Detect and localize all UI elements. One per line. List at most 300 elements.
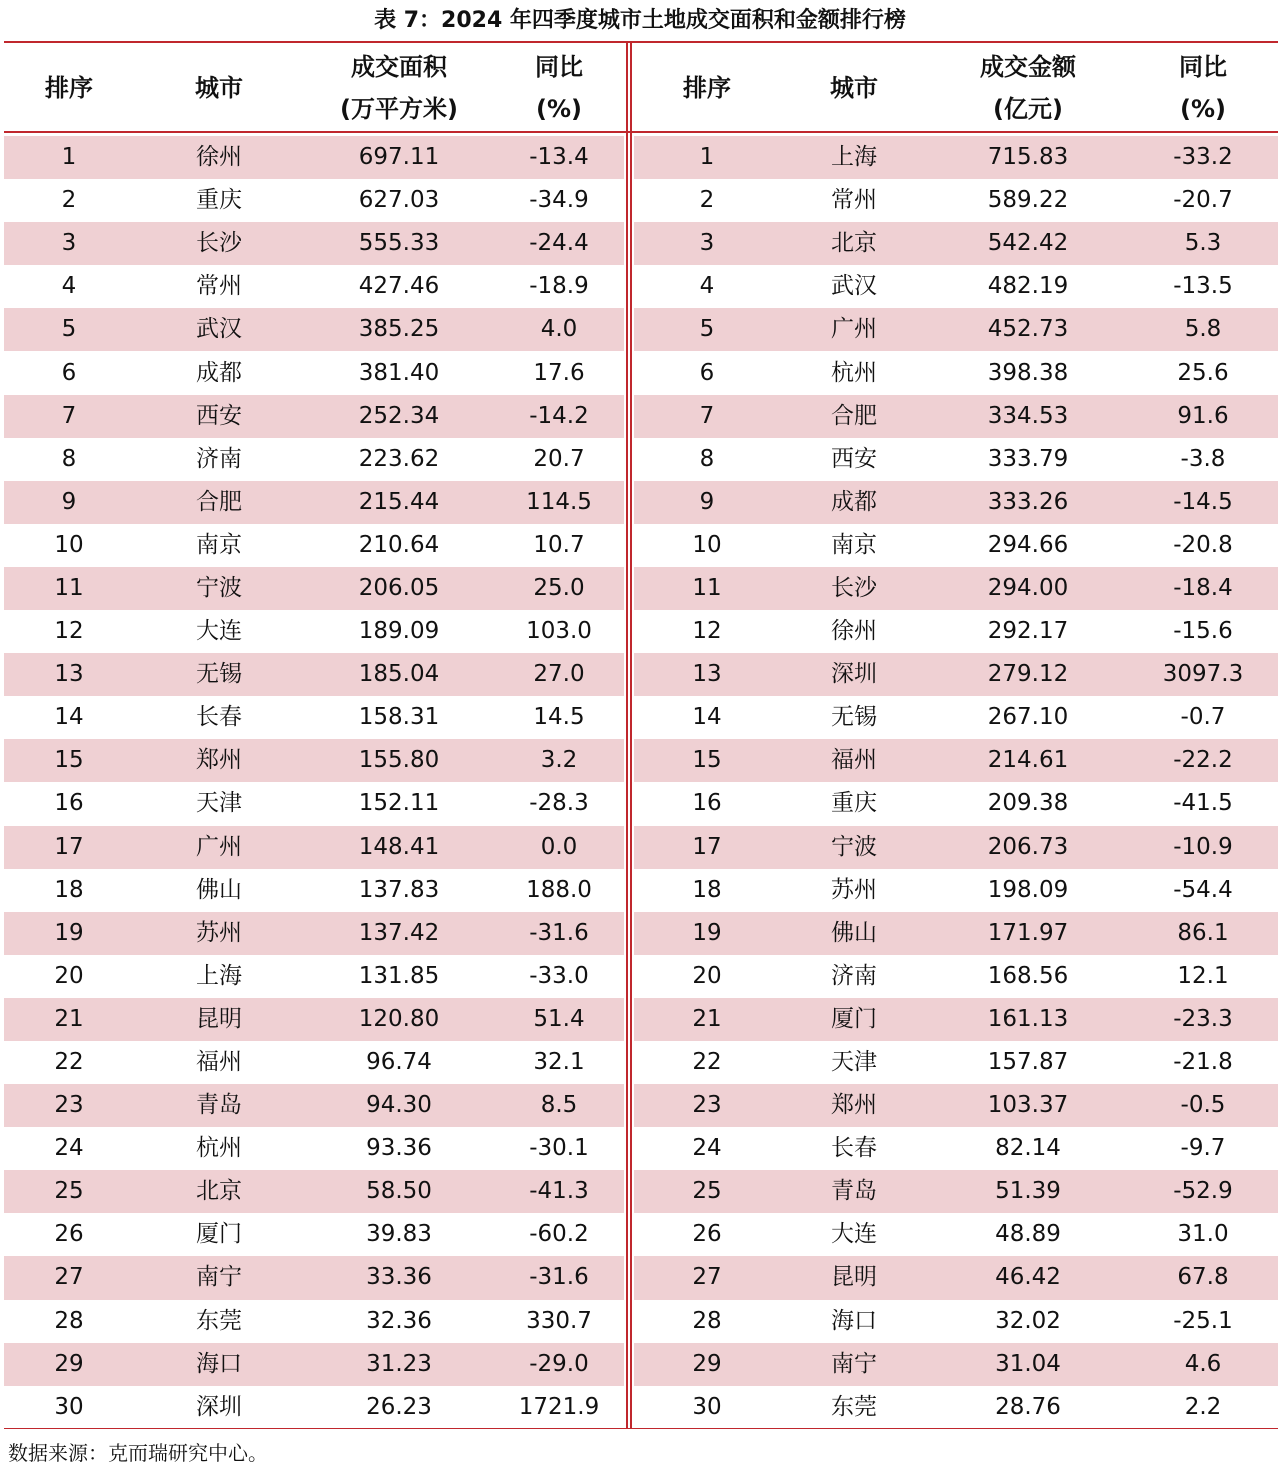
value-cell: 33.36 bbox=[366, 1264, 432, 1291]
city-cell: 上海 bbox=[196, 962, 242, 989]
header-rank: 排序 bbox=[683, 74, 731, 102]
yoy-cell: -41.3 bbox=[529, 1178, 589, 1205]
value-cell: 58.50 bbox=[366, 1178, 432, 1205]
rank-cell: 13 bbox=[54, 661, 84, 688]
yoy-cell: 1721.9 bbox=[518, 1393, 600, 1420]
value-cell: 223.62 bbox=[358, 445, 440, 472]
yoy-cell: -28.3 bbox=[529, 790, 589, 817]
value-cell: 189.09 bbox=[358, 618, 440, 645]
value-cell: 48.89 bbox=[995, 1221, 1061, 1248]
city-cell: 昆明 bbox=[196, 1005, 242, 1032]
city-cell: 长沙 bbox=[196, 230, 242, 257]
source-note: 数据来源：克而瑞研究中心。 bbox=[8, 1441, 268, 1465]
yoy-cell: -22.2 bbox=[1173, 747, 1233, 774]
yoy-cell: 27.0 bbox=[533, 661, 585, 688]
table-row bbox=[634, 351, 1278, 394]
value-cell: 209.38 bbox=[987, 790, 1069, 817]
table-row bbox=[4, 265, 624, 308]
city-cell: 徐州 bbox=[831, 618, 877, 645]
city-cell: 海口 bbox=[831, 1307, 877, 1334]
city-cell: 长沙 bbox=[831, 574, 877, 601]
header-rule bbox=[4, 131, 1278, 133]
city-cell: 苏州 bbox=[831, 876, 877, 903]
rank-cell: 27 bbox=[54, 1264, 84, 1291]
table-row bbox=[634, 1084, 1278, 1127]
rank-cell: 3 bbox=[61, 230, 77, 257]
rank-cell: 8 bbox=[61, 445, 77, 472]
value-cell: 214.61 bbox=[987, 747, 1069, 774]
yoy-cell: -31.6 bbox=[529, 1264, 589, 1291]
table-title: 表 7：2024 年四季度城市土地成交面积和金额排行榜 bbox=[374, 8, 906, 33]
rank-cell: 27 bbox=[692, 1264, 722, 1291]
table-row bbox=[4, 1127, 624, 1170]
yoy-cell: 188.0 bbox=[526, 876, 592, 903]
rank-cell: 19 bbox=[692, 919, 722, 946]
value-cell: 555.33 bbox=[358, 230, 440, 257]
city-cell: 长春 bbox=[831, 1135, 877, 1162]
table-header bbox=[4, 45, 624, 131]
city-cell: 厦门 bbox=[831, 1005, 877, 1032]
rank-cell: 30 bbox=[692, 1393, 722, 1420]
city-cell: 济南 bbox=[196, 445, 242, 472]
table-row bbox=[634, 1343, 1278, 1386]
table-row bbox=[4, 610, 624, 653]
table-row bbox=[4, 1084, 624, 1127]
table-row bbox=[4, 869, 624, 912]
value-cell: 542.42 bbox=[987, 230, 1069, 257]
table-row bbox=[4, 1170, 624, 1213]
value-cell: 279.12 bbox=[987, 661, 1069, 688]
yoy-cell: 51.4 bbox=[533, 1005, 585, 1032]
value-cell: 210.64 bbox=[358, 531, 440, 558]
table-row bbox=[4, 1343, 624, 1386]
table-row bbox=[4, 395, 624, 438]
value-cell: 32.36 bbox=[366, 1307, 432, 1334]
rank-cell: 30 bbox=[54, 1393, 84, 1420]
table-row bbox=[4, 1300, 624, 1343]
value-cell: 155.80 bbox=[358, 747, 440, 774]
rank-cell: 26 bbox=[692, 1221, 722, 1248]
rank-cell: 24 bbox=[692, 1135, 722, 1162]
table-row bbox=[634, 265, 1278, 308]
value-cell: 627.03 bbox=[358, 187, 440, 214]
rank-cell: 26 bbox=[54, 1221, 84, 1248]
yoy-cell: 330.7 bbox=[526, 1307, 592, 1334]
table-row bbox=[4, 1386, 624, 1429]
value-cell: 185.04 bbox=[358, 661, 440, 688]
value-cell: 39.83 bbox=[366, 1221, 432, 1248]
yoy-cell: -20.8 bbox=[1173, 531, 1233, 558]
yoy-cell: 12.1 bbox=[1177, 962, 1229, 989]
value-cell: 32.02 bbox=[995, 1307, 1061, 1334]
rank-cell: 12 bbox=[54, 618, 84, 645]
city-cell: 海口 bbox=[196, 1350, 242, 1377]
value-cell: 152.11 bbox=[358, 790, 440, 817]
rank-cell: 7 bbox=[699, 402, 715, 429]
table-row bbox=[634, 653, 1278, 696]
city-cell: 无锡 bbox=[196, 661, 242, 688]
city-cell: 郑州 bbox=[831, 1092, 877, 1119]
city-cell: 武汉 bbox=[831, 273, 877, 300]
rank-cell: 18 bbox=[692, 876, 722, 903]
city-cell: 武汉 bbox=[196, 316, 242, 343]
header-city: 城市 bbox=[830, 74, 878, 102]
city-cell: 深圳 bbox=[196, 1393, 242, 1420]
rank-cell: 10 bbox=[692, 531, 722, 558]
city-cell: 大连 bbox=[831, 1221, 877, 1248]
rank-cell: 20 bbox=[692, 962, 722, 989]
rank-cell: 9 bbox=[61, 488, 77, 515]
header-yoy: 同比 (%) bbox=[1179, 53, 1227, 123]
center-divider bbox=[626, 43, 628, 1429]
rank-cell: 24 bbox=[54, 1135, 84, 1162]
yoy-cell: -15.6 bbox=[1173, 618, 1233, 645]
yoy-cell: -29.0 bbox=[529, 1350, 589, 1377]
yoy-cell: 2.2 bbox=[1184, 1393, 1222, 1420]
value-cell: 158.31 bbox=[358, 704, 440, 731]
yoy-cell: -13.4 bbox=[529, 144, 589, 171]
city-cell: 宁波 bbox=[831, 833, 877, 860]
yoy-cell: 31.0 bbox=[1177, 1221, 1229, 1248]
rank-cell: 29 bbox=[692, 1350, 722, 1377]
city-cell: 厦门 bbox=[196, 1221, 242, 1248]
table-row bbox=[4, 912, 624, 955]
rank-cell: 18 bbox=[54, 876, 84, 903]
yoy-cell: -30.1 bbox=[529, 1135, 589, 1162]
table-row bbox=[634, 739, 1278, 782]
yoy-cell: 86.1 bbox=[1177, 919, 1229, 946]
value-cell: 292.17 bbox=[987, 618, 1069, 645]
value-cell: 28.76 bbox=[995, 1393, 1061, 1420]
table-row bbox=[4, 653, 624, 696]
table-row bbox=[4, 438, 624, 481]
city-cell: 合肥 bbox=[196, 488, 242, 515]
yoy-cell: -14.2 bbox=[529, 402, 589, 429]
value-cell: 93.36 bbox=[366, 1135, 432, 1162]
table-row bbox=[634, 955, 1278, 998]
yoy-cell: 0.0 bbox=[540, 833, 578, 860]
rank-cell: 7 bbox=[61, 402, 77, 429]
value-cell: 452.73 bbox=[987, 316, 1069, 343]
value-cell: 168.56 bbox=[987, 962, 1069, 989]
yoy-cell: -33.0 bbox=[529, 962, 589, 989]
table-row bbox=[634, 179, 1278, 222]
header-rank: 排序 bbox=[45, 74, 93, 102]
table-row bbox=[4, 998, 624, 1041]
yoy-cell: 114.5 bbox=[526, 488, 592, 515]
table-row bbox=[634, 869, 1278, 912]
rank-cell: 28 bbox=[54, 1307, 84, 1334]
rank-cell: 11 bbox=[54, 574, 84, 601]
city-cell: 福州 bbox=[196, 1049, 242, 1076]
yoy-cell: -24.4 bbox=[529, 230, 589, 257]
city-cell: 成都 bbox=[831, 488, 877, 515]
table-row bbox=[634, 782, 1278, 825]
yoy-cell: -31.6 bbox=[529, 919, 589, 946]
rank-cell: 22 bbox=[692, 1049, 722, 1076]
rank-cell: 13 bbox=[692, 661, 722, 688]
table-row bbox=[634, 696, 1278, 739]
city-cell: 青岛 bbox=[196, 1092, 242, 1119]
yoy-cell: -10.9 bbox=[1173, 833, 1233, 860]
table-row bbox=[634, 1213, 1278, 1256]
yoy-cell: -54.4 bbox=[1173, 876, 1233, 903]
value-cell: 131.85 bbox=[358, 962, 440, 989]
city-cell: 佛山 bbox=[196, 876, 242, 903]
yoy-cell: 8.5 bbox=[540, 1092, 578, 1119]
rank-cell: 14 bbox=[54, 704, 84, 731]
header-yoy: 同比 (%) bbox=[535, 53, 583, 123]
table-header bbox=[634, 45, 1278, 131]
yoy-cell: -60.2 bbox=[529, 1221, 589, 1248]
city-cell: 常州 bbox=[196, 273, 242, 300]
table-row bbox=[4, 136, 624, 179]
table-row bbox=[634, 524, 1278, 567]
city-cell: 上海 bbox=[831, 144, 877, 171]
city-cell: 无锡 bbox=[831, 704, 877, 731]
yoy-cell: 25.0 bbox=[533, 574, 585, 601]
value-cell: 381.40 bbox=[358, 359, 440, 386]
table-row bbox=[4, 524, 624, 567]
value-cell: 120.80 bbox=[358, 1005, 440, 1032]
value-cell: 31.23 bbox=[366, 1350, 432, 1377]
city-cell: 南宁 bbox=[831, 1350, 877, 1377]
table-row bbox=[634, 998, 1278, 1041]
yoy-cell: 20.7 bbox=[533, 445, 585, 472]
header-amount: 成交金额 (亿元) bbox=[980, 53, 1076, 123]
table-row bbox=[4, 696, 624, 739]
city-cell: 北京 bbox=[196, 1178, 242, 1205]
rank-cell: 22 bbox=[54, 1049, 84, 1076]
value-cell: 171.97 bbox=[987, 919, 1069, 946]
value-cell: 161.13 bbox=[987, 1005, 1069, 1032]
table-row bbox=[634, 136, 1278, 179]
rank-cell: 2 bbox=[699, 187, 715, 214]
rank-cell: 2 bbox=[61, 187, 77, 214]
value-cell: 94.30 bbox=[366, 1092, 432, 1119]
value-cell: 96.74 bbox=[366, 1049, 432, 1076]
rank-cell: 19 bbox=[54, 919, 84, 946]
rank-cell: 12 bbox=[692, 618, 722, 645]
value-cell: 697.11 bbox=[358, 144, 440, 171]
value-cell: 385.25 bbox=[358, 316, 440, 343]
rank-cell: 1 bbox=[699, 144, 715, 171]
table-body bbox=[634, 136, 1278, 1429]
table-row bbox=[4, 222, 624, 265]
rank-cell: 29 bbox=[54, 1350, 84, 1377]
table-row bbox=[4, 955, 624, 998]
city-cell: 深圳 bbox=[831, 661, 877, 688]
yoy-cell: -0.7 bbox=[1180, 704, 1226, 731]
value-cell: 137.83 bbox=[358, 876, 440, 903]
value-cell: 334.53 bbox=[987, 402, 1069, 429]
yoy-cell: 3097.3 bbox=[1162, 661, 1244, 688]
city-cell: 郑州 bbox=[196, 747, 242, 774]
header-area: 成交面积 (万平方米) bbox=[340, 53, 458, 123]
yoy-cell: 17.6 bbox=[533, 359, 585, 386]
rank-cell: 5 bbox=[61, 316, 77, 343]
yoy-cell: -52.9 bbox=[1173, 1178, 1233, 1205]
yoy-cell: 67.8 bbox=[1177, 1264, 1229, 1291]
value-cell: 51.39 bbox=[995, 1178, 1061, 1205]
yoy-cell: 10.7 bbox=[533, 531, 585, 558]
value-cell: 46.42 bbox=[995, 1264, 1061, 1291]
yoy-cell: -21.8 bbox=[1173, 1049, 1233, 1076]
amount-ranking-table bbox=[634, 45, 1278, 1420]
rank-cell: 21 bbox=[692, 1005, 722, 1032]
rank-cell: 16 bbox=[692, 790, 722, 817]
yoy-cell: 5.8 bbox=[1184, 316, 1222, 343]
yoy-cell: -23.3 bbox=[1173, 1005, 1233, 1032]
yoy-cell: -41.5 bbox=[1173, 790, 1233, 817]
rank-cell: 17 bbox=[692, 833, 722, 860]
rank-cell: 28 bbox=[692, 1307, 722, 1334]
value-cell: 427.46 bbox=[358, 273, 440, 300]
table-row bbox=[634, 1041, 1278, 1084]
yoy-cell: 5.3 bbox=[1184, 230, 1222, 257]
city-cell: 南京 bbox=[196, 531, 242, 558]
rank-cell: 5 bbox=[699, 316, 715, 343]
city-cell: 重庆 bbox=[831, 790, 877, 817]
table-row bbox=[634, 610, 1278, 653]
value-cell: 148.41 bbox=[358, 833, 440, 860]
table-row bbox=[634, 826, 1278, 869]
yoy-cell: -25.1 bbox=[1173, 1307, 1233, 1334]
city-cell: 徐州 bbox=[196, 144, 242, 171]
table-row bbox=[4, 481, 624, 524]
city-cell: 东莞 bbox=[196, 1307, 242, 1334]
table-row bbox=[634, 1256, 1278, 1299]
city-cell: 天津 bbox=[196, 790, 242, 817]
yoy-cell: 91.6 bbox=[1177, 402, 1229, 429]
yoy-cell: -18.9 bbox=[529, 273, 589, 300]
value-cell: 294.66 bbox=[987, 531, 1069, 558]
value-cell: 267.10 bbox=[987, 704, 1069, 731]
yoy-cell: -20.7 bbox=[1173, 187, 1233, 214]
yoy-cell: 4.6 bbox=[1184, 1350, 1222, 1377]
city-cell: 宁波 bbox=[196, 574, 242, 601]
value-cell: 206.05 bbox=[358, 574, 440, 601]
value-cell: 215.44 bbox=[358, 488, 440, 515]
city-cell: 西安 bbox=[196, 402, 242, 429]
table-row bbox=[634, 481, 1278, 524]
city-cell: 南京 bbox=[831, 531, 877, 558]
yoy-cell: -34.9 bbox=[529, 187, 589, 214]
table-row bbox=[4, 179, 624, 222]
city-cell: 佛山 bbox=[831, 919, 877, 946]
value-cell: 26.23 bbox=[366, 1393, 432, 1420]
city-cell: 重庆 bbox=[196, 187, 242, 214]
rank-cell: 15 bbox=[54, 747, 84, 774]
rank-cell: 21 bbox=[54, 1005, 84, 1032]
city-cell: 合肥 bbox=[831, 402, 877, 429]
table-body bbox=[4, 136, 624, 1429]
rank-cell: 1 bbox=[61, 144, 77, 171]
value-cell: 252.34 bbox=[358, 402, 440, 429]
rank-cell: 4 bbox=[699, 273, 715, 300]
city-cell: 天津 bbox=[831, 1049, 877, 1076]
yoy-cell: 25.6 bbox=[1177, 359, 1229, 386]
city-cell: 广州 bbox=[831, 316, 877, 343]
rank-cell: 16 bbox=[54, 790, 84, 817]
city-cell: 东莞 bbox=[831, 1393, 877, 1420]
value-cell: 206.73 bbox=[987, 833, 1069, 860]
yoy-cell: -18.4 bbox=[1173, 574, 1233, 601]
table-row bbox=[634, 395, 1278, 438]
center-divider bbox=[630, 43, 632, 1429]
yoy-cell: 14.5 bbox=[533, 704, 585, 731]
yoy-cell: 3.2 bbox=[540, 747, 578, 774]
city-cell: 北京 bbox=[831, 230, 877, 257]
table-row bbox=[4, 1213, 624, 1256]
table-row bbox=[634, 1170, 1278, 1213]
table-row bbox=[634, 1386, 1278, 1429]
table-row bbox=[634, 222, 1278, 265]
table-row bbox=[4, 351, 624, 394]
city-cell: 苏州 bbox=[196, 919, 242, 946]
value-cell: 198.09 bbox=[987, 876, 1069, 903]
table-row bbox=[634, 438, 1278, 481]
rank-cell: 3 bbox=[699, 230, 715, 257]
city-cell: 大连 bbox=[196, 618, 242, 645]
yoy-cell: -33.2 bbox=[1173, 144, 1233, 171]
city-cell: 杭州 bbox=[196, 1135, 242, 1162]
header-city: 城市 bbox=[195, 74, 243, 102]
city-cell: 南宁 bbox=[196, 1264, 242, 1291]
value-cell: 31.04 bbox=[995, 1350, 1061, 1377]
rank-cell: 9 bbox=[699, 488, 715, 515]
city-cell: 成都 bbox=[196, 359, 242, 386]
rank-cell: 14 bbox=[692, 704, 722, 731]
yoy-cell: 4.0 bbox=[540, 316, 578, 343]
yoy-cell: 103.0 bbox=[526, 618, 592, 645]
yoy-cell: 32.1 bbox=[533, 1049, 585, 1076]
value-cell: 589.22 bbox=[987, 187, 1069, 214]
rank-cell: 17 bbox=[54, 833, 84, 860]
table-row bbox=[4, 1256, 624, 1299]
table-row bbox=[634, 308, 1278, 351]
table-row bbox=[634, 1300, 1278, 1343]
city-cell: 昆明 bbox=[831, 1264, 877, 1291]
yoy-cell: -14.5 bbox=[1173, 488, 1233, 515]
rank-cell: 23 bbox=[692, 1092, 722, 1119]
rank-cell: 8 bbox=[699, 445, 715, 472]
value-cell: 333.26 bbox=[987, 488, 1069, 515]
value-cell: 398.38 bbox=[987, 359, 1069, 386]
table-row bbox=[634, 912, 1278, 955]
table-row bbox=[4, 782, 624, 825]
table-row bbox=[634, 567, 1278, 610]
value-cell: 482.19 bbox=[987, 273, 1069, 300]
rank-cell: 11 bbox=[692, 574, 722, 601]
table-row bbox=[4, 308, 624, 351]
table-row bbox=[4, 567, 624, 610]
table-row bbox=[634, 1127, 1278, 1170]
rank-cell: 10 bbox=[54, 531, 84, 558]
table-row bbox=[4, 826, 624, 869]
yoy-cell: -0.5 bbox=[1180, 1092, 1226, 1119]
city-cell: 广州 bbox=[196, 833, 242, 860]
city-cell: 长春 bbox=[196, 704, 242, 731]
rank-cell: 20 bbox=[54, 962, 84, 989]
value-cell: 82.14 bbox=[995, 1135, 1061, 1162]
rank-cell: 25 bbox=[692, 1178, 722, 1205]
table-row bbox=[4, 739, 624, 782]
city-cell: 济南 bbox=[831, 962, 877, 989]
city-cell: 西安 bbox=[831, 445, 877, 472]
rank-cell: 6 bbox=[699, 359, 715, 386]
value-cell: 137.42 bbox=[358, 919, 440, 946]
